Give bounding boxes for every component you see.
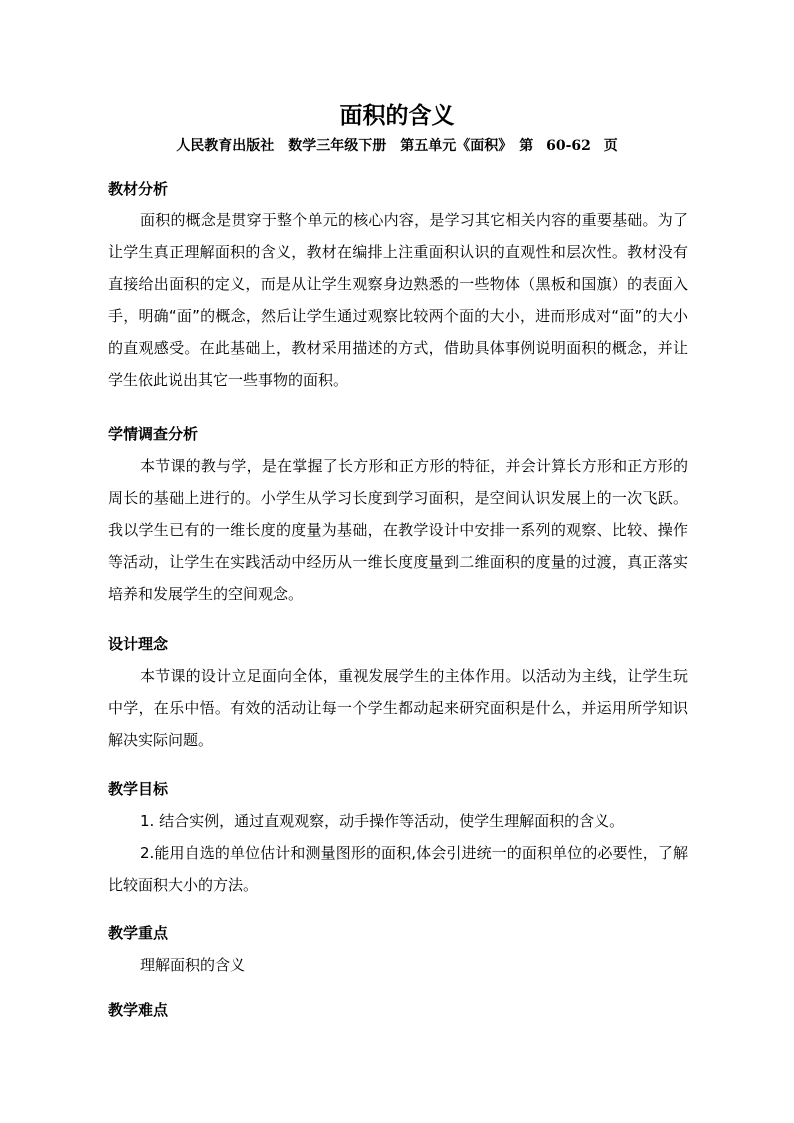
section-heading-student-analysis: 学情调查分析: [108, 425, 199, 443]
section-heading-key-points: 教学重点: [108, 924, 169, 942]
section-paragraph-teaching-goal-2: 2.能用自选的单位估计和测量图形的面积,体会引进统一的面积单位的必要性，了解比较面积大小的方法。: [108, 844, 688, 894]
section-heading-teaching-goals: 教学目标: [108, 780, 169, 798]
section-paragraph-key-points: 理解面积的含义: [140, 956, 246, 974]
section-paragraph-student-analysis: 本节课的教与学，是在掌握了长方形和正方形的特征，并会计算长方形和正方形的周长的基础上进行的。小学生从学习长度到学习面积，是空间认识发展上的一次飞跃。我以学生已有的一维长度的度量为基础，在教学设计中安排一系列的观察、比较、操作等活动，让学生在实践活动中经历从一维长度度量到二维面积的度量的过渡，真正落实培养和发展学生的空间观念。: [108, 457, 688, 603]
section-paragraph-textbook-analysis: 面积的概念是贯穿于整个单元的核心内容，是学习其它相关内容的重要基础。为了让学生真正理解面积的含义，教材在编排上注重面积认识的直观性和层次性。教材没有直接给出面积的定义，而是从让学生观察身边熟悉的一些物体（黑板和国旗）的表面入手，明确“面”的概念，然后让学生通过观察比较两个面的大小，进而形成对“面”的大小的直观感受。在此基础上，教材采用描述的方式，借助具体事例说明面积的概念，并让学生依此说出其它一些事物的面积。: [108, 211, 688, 389]
section-paragraph-teaching-goal-1: 1. 结合实例，通过直观观察，动手操作等活动，使学生理解面积的含义。: [140, 812, 625, 830]
section-heading-difficulties: 教学难点: [108, 1001, 169, 1019]
section-heading-textbook-analysis: 教材分析: [108, 180, 169, 198]
section-heading-design-concept: 设计理念: [108, 635, 169, 653]
section-paragraph-design-concept: 本节课的设计立足面向全体，重视发展学生的主体作用。以活动为主线，让学生玩中学，在乐中悟。有效的活动让每一个学生都动起来研究面积是什么，并运用所学知识解决实际问题。: [108, 667, 688, 749]
document-subtitle: 人民教育出版社 数学三年级下册 第五单元《面积》 第 60-62 页: [176, 138, 618, 154]
document-title: 面积的含义: [339, 103, 455, 129]
